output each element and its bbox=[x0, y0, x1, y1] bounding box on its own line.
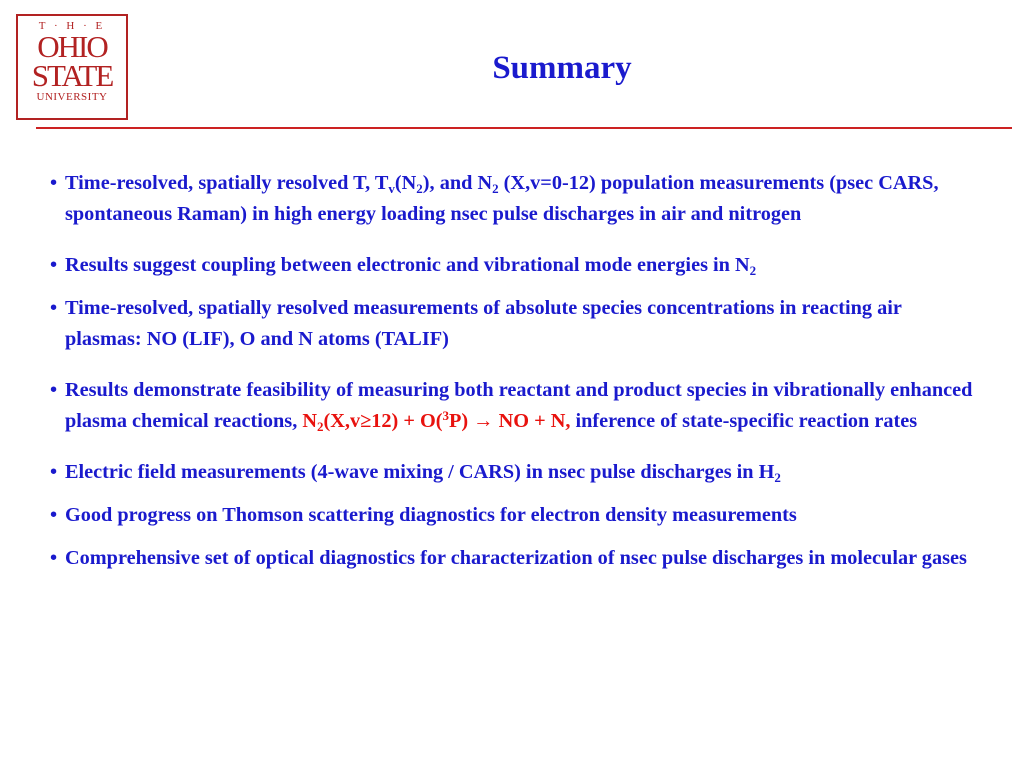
title-divider bbox=[36, 127, 1012, 129]
bullet-dot: • bbox=[50, 172, 58, 194]
bullet-text: Comprehensive set of optical diagnostics for characterization of nsec pulse discharges in molecular gases bbox=[65, 547, 967, 569]
subscript: 2 bbox=[492, 181, 499, 196]
bullet-text: Good progress on Thomson scattering diagnostics for electron density measurements bbox=[65, 504, 797, 526]
logo-the: T · H · E bbox=[38, 20, 106, 32]
bullet-text: (X,v=0-12) population measurements (psec CARS, spontaneous Raman) in high energy loading nsec pulse discharges in air and nitrogen bbox=[65, 172, 939, 225]
reaction-text: P) → NO + N, bbox=[449, 410, 571, 432]
logo-ohio: OHIO bbox=[37, 29, 107, 64]
subscript: 2 bbox=[774, 470, 781, 485]
bullet-item bbox=[50, 293, 980, 355]
bullet-item bbox=[50, 168, 980, 230]
bullet-item bbox=[50, 457, 980, 488]
bullet-item bbox=[50, 500, 980, 531]
logo-university: UNIVERSITY bbox=[36, 91, 108, 103]
slide-title: Summary bbox=[492, 50, 632, 86]
bullet-text: Results demonstrate feasibility of measuring both reactant and product species in vibrationally enhanced plasma chemical reactions, bbox=[65, 379, 973, 432]
subscript: v bbox=[388, 181, 395, 196]
bullet-item bbox=[50, 250, 980, 281]
logo-state: STATE bbox=[31, 58, 113, 93]
bullet-text: Results suggest coupling between electronic and vibrational mode energies in N bbox=[65, 254, 750, 276]
bullet-text: Electric field measurements (4-wave mixing / CARS) in nsec pulse discharges in H bbox=[65, 461, 775, 483]
bullet-dot: • bbox=[50, 461, 58, 483]
reaction-text: (X,v≥12) + O( bbox=[323, 410, 443, 432]
bullet-dot: • bbox=[50, 297, 58, 319]
subscript: 2 bbox=[416, 181, 423, 196]
bullet-text: inference of state-specific reaction rates bbox=[570, 410, 918, 432]
bullet-text: Time-resolved, spatially resolved T, T bbox=[65, 172, 389, 194]
bullet-text: (N bbox=[394, 172, 417, 194]
bullet-dot: • bbox=[50, 504, 58, 526]
bullet-text: ), and N bbox=[422, 172, 493, 194]
bullet-dot: • bbox=[50, 379, 58, 401]
summary-list bbox=[50, 168, 980, 594]
bullet-dot: • bbox=[50, 254, 58, 276]
subscript: 2 bbox=[749, 263, 757, 278]
bullet-dot: • bbox=[50, 547, 58, 569]
reaction-text: N bbox=[302, 410, 317, 432]
subscript: 2 bbox=[317, 419, 324, 434]
bullet-item bbox=[50, 375, 980, 437]
superscript: 3 bbox=[442, 408, 450, 423]
bullet-item bbox=[50, 543, 980, 574]
bullet-text: Time-resolved, spatially resolved measurements of absolute species concentrations in reacting air plasmas: NO (LIF), O and N atoms (TALIF) bbox=[65, 297, 902, 350]
